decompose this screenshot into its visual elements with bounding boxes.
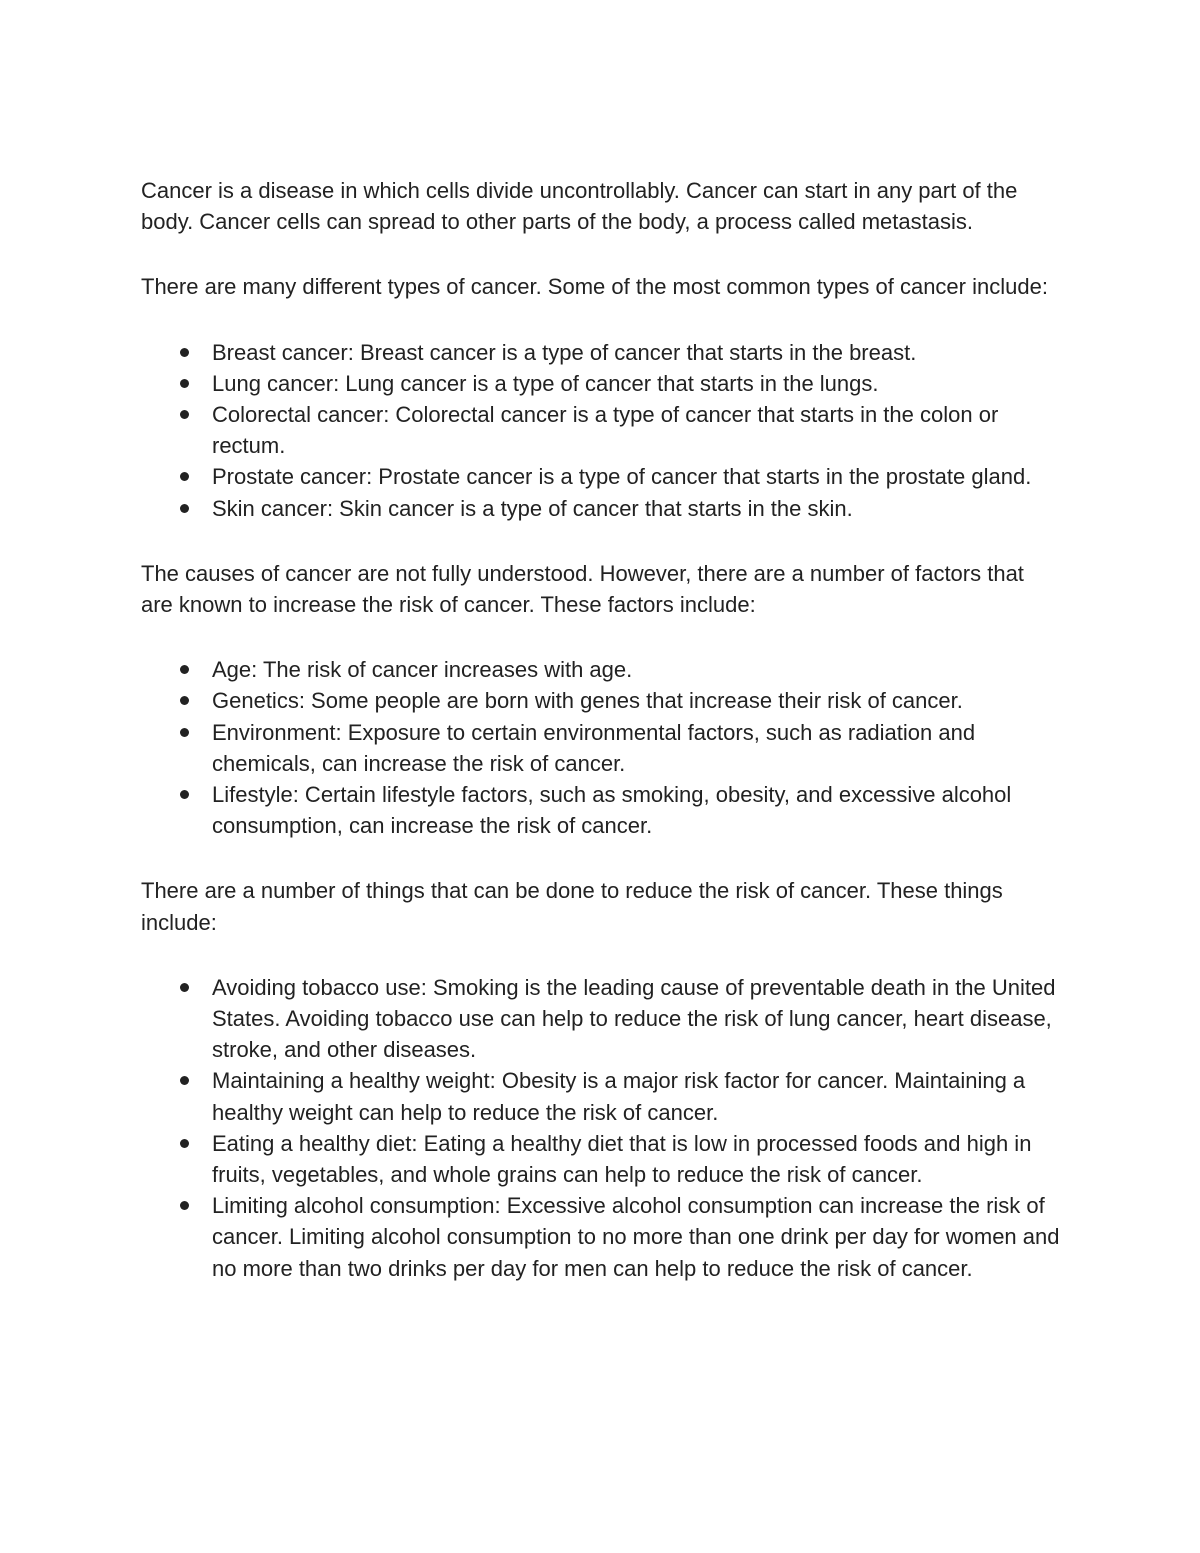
types-intro-paragraph: There are many different types of cancer. Some of the most common types of cancer include: [141,274,1048,300]
bullet-icon [180,504,189,513]
bullet-icon [180,1076,189,1085]
bullet-icon [180,696,189,705]
list-item [212,368,1061,399]
list-item-text: Maintaining a healthy weight: Obesity is a major risk factor for cancer. Maintaining a healthy weight can help to reduce the risk of cancer. [212,1068,1026,1125]
list-item [212,399,1061,461]
prevention-paragraph: There are a number of things that can be done to reduce the risk of cancer. These things include: [141,878,1003,935]
risk-factors-list [141,654,1061,841]
document-page [141,175,1061,1318]
list-item-text: Limiting alcohol consumption: Excessive alcohol consumption can increase the risk of cancer. Limiting alcohol consumption to no more than one drink per day for women and no more than two drinks per day for men can help to reduce the risk of cancer. [212,1193,1060,1281]
list-item-text: Lifestyle: Certain lifestyle factors, such as smoking, obesity, and excessive alcohol consumption, can increase the risk of cancer. [212,782,1012,839]
bullet-icon [180,983,189,992]
list-item [212,461,1061,492]
list-item [212,1065,1061,1127]
bullet-icon [180,790,189,799]
list-item [212,972,1061,1066]
causes-paragraph: The causes of cancer are not fully understood. However, there are a number of factors that are known to increase the risk of cancer. These factors include: [141,560,1024,618]
cancer-types-list [141,337,1061,524]
bullet-icon [180,1201,189,1210]
list-item-text: Colorectal cancer: Colorectal cancer is a type of cancer that starts in the colon or rectum. [212,402,999,459]
bullet-icon [180,1139,189,1148]
list-item-text: Age: The risk of cancer increases with age. [212,657,633,683]
bullet-icon [180,728,189,737]
list-item [212,1128,1061,1190]
list-item-text: Lung cancer: Lung cancer is a type of cancer that starts in the lungs. [212,370,879,396]
list-item [212,337,1061,368]
list-item-text: Prostate cancer: Prostate cancer is a type of cancer that starts in the prostate gland. [212,464,1032,490]
list-item-text: Skin cancer: Skin cancer is a type of cancer that starts in the skin. [212,495,853,521]
bullet-icon [180,665,189,674]
list-item [212,717,1061,779]
list-item-text: Breast cancer: Breast cancer is a type of cancer that starts in the breast. [212,339,917,365]
list-item [212,493,1061,524]
intro-paragraph: Cancer is a disease in which cells divide uncontrollably. Cancer can start in any part of the body. Cancer cells can spread to other parts of the body, a process called metastasis. [141,178,1018,235]
list-item [212,654,1061,685]
bullet-icon [180,348,189,357]
prevention-list [141,972,1061,1284]
bullet-icon [180,410,189,419]
list-item-text: Genetics: Some people are born with genes that increase their risk of cancer. [212,688,963,714]
bullet-icon [180,472,189,481]
list-item-text: Avoiding tobacco use: Smoking is the leading cause of preventable death in the United States. Avoiding tobacco use can help to reduce the risk of lung cancer, heart disease, stroke, and other diseases. [212,974,1056,1063]
list-item [212,779,1061,841]
bullet-icon [180,379,189,388]
list-item [212,1190,1061,1284]
list-item-text: Eating a healthy diet: Eating a healthy diet that is low in processed foods and high in fruits, vegetables, and whole grains can help to reduce the risk of cancer. [212,1130,1032,1188]
list-item-text: Environment: Exposure to certain environmental factors, such as radiation and chemicals, can increase the risk of cancer. [212,719,976,776]
list-item [212,685,1061,716]
